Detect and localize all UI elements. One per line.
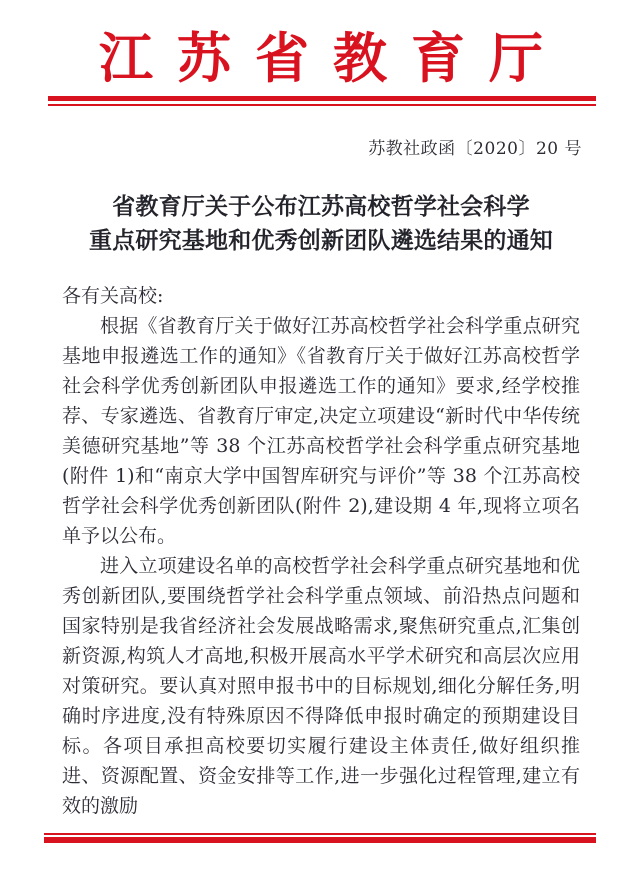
document-body xyxy=(62,281,580,821)
header-rule-thin xyxy=(48,104,596,106)
footer-divider-rules xyxy=(44,833,596,843)
document-title xyxy=(62,190,580,258)
masthead-title: 江苏省教育厅 xyxy=(99,26,567,90)
document-paragraph-2: 进入立项建设名单的高校哲学社会科学重点研究基地和优秀创新团队,要围绕哲学社会科学重点领域、前沿热点问题和国家特别是我省经济社会发展战略需求,聚焦研究重点,汇集创新资源,构筑人才高地,积极开展高水平学术研究和高层次应用对策研究。要认真对照申报书中的目标规划,细化分解任务,明确时序进度,没有特殊原因不得降低申报时确定的预期建设目标。各项目承担高校要切实履行建设主体责任,做好组织推进、资源配置、资金安排等工作,进一步强化过程管理,建立有效的激励 xyxy=(62,555,580,817)
header-divider-rules xyxy=(48,96,596,106)
document-title-line-2: 重点研究基地和优秀创新团队遴选结果的通知 xyxy=(89,227,553,254)
document-salutation: 各有关高校: xyxy=(62,285,164,307)
footer-rule-thick xyxy=(44,837,596,843)
document-title-line-1: 省教育厅关于公布江苏高校哲学社会科学 xyxy=(112,193,530,220)
document-paragraph-1: 根据《省教育厅关于做好江苏高校哲学社会科学重点研究基地申报遴选工作的通知》《省教育厅关于做好江苏高校哲学社会科学优秀创新团队申报遴选工作的通知》要求,经学校推荐、专家遴选、省教育厅审定,决定立项建设“新时代中华传统美德研究基地”等 38 个江苏高校哲学社会科学重点研究基地(附件 1)和“南京大学中国智库研究与评价”等 38 个江苏高校哲学社会科学优秀创新团队(附件 2),建设期 4 年,现将立项名单予以公布。 xyxy=(62,315,580,547)
document-serial-number: 苏教社政函〔2020〕20 号 xyxy=(368,139,582,159)
